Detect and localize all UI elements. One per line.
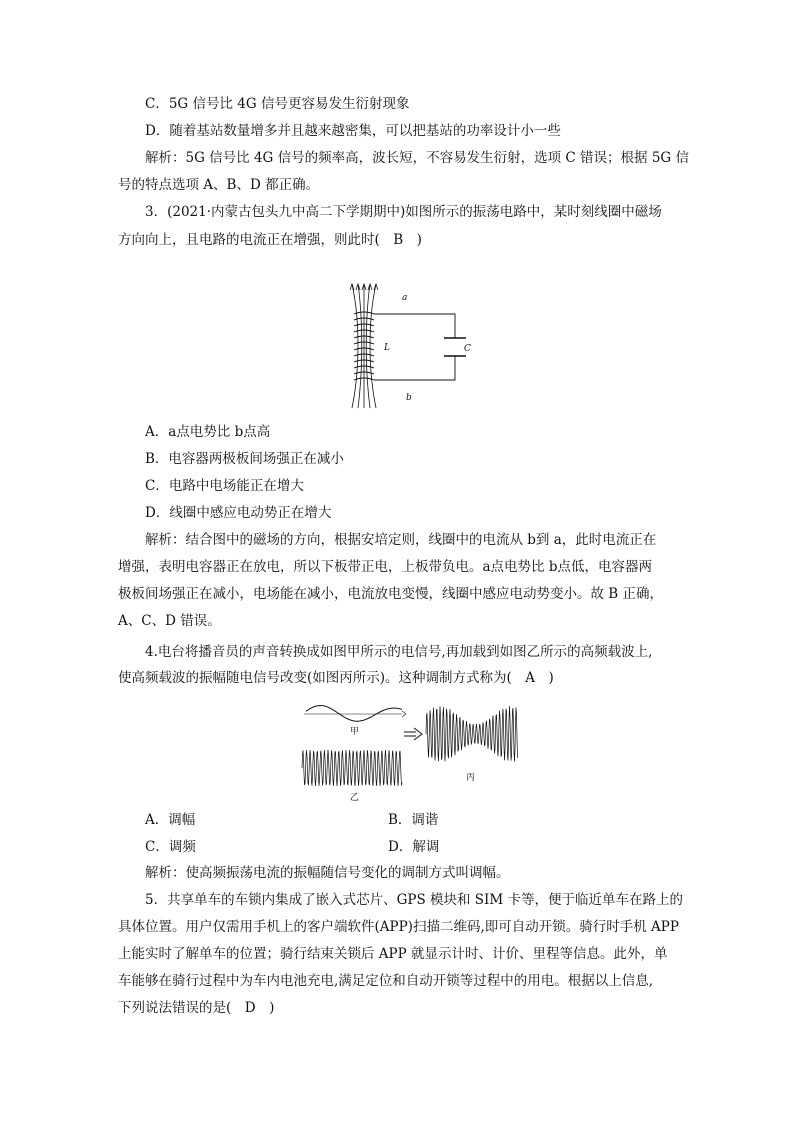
q4-option-a: A．调幅 bbox=[145, 812, 196, 828]
q3-stem-line-2: 方向向上，且电路的电流正在增强，则此时( B ) bbox=[118, 232, 422, 248]
q5-stem-line-1: 5．共享单车的车锁内集成了嵌入式芯片、GPS 模块和 SIM 卡等，便于临近单车在路上的 bbox=[145, 892, 683, 908]
q3-analysis-line-1: 解析：结合图中的磁场的方向，根据安培定则，线圈中的电流从 b到 a，此时电流正在 bbox=[145, 532, 657, 548]
q5-stem-line-4: 车能够在骑行过程中为车内电池充电,满足定位和自动开锁等过程中的用电。根据以上信息, bbox=[118, 973, 654, 989]
q3-option-b: B．电容器两极板间场强正在减小 bbox=[145, 451, 344, 467]
q5-stem-line-3: 上能实时了解单车的位置；骑行结束关锁后 APP 就显示计时、计价、里程等信息。此外，单 bbox=[118, 946, 668, 962]
label-b: b bbox=[406, 393, 412, 403]
q3-stem-line-1: 3．(2021·内蒙古包头九中高二下学期期中)如图所示的振荡电路中，某时刻线圈中磁场 bbox=[145, 204, 662, 220]
q3-analysis-line-4: A、C、D 错误。 bbox=[118, 613, 221, 629]
q3-option-d: D．线圈中感应电动势正在增大 bbox=[145, 505, 332, 521]
q2-analysis-line-1: 解析：5G 信号比 4G 信号的频率高，波长短，不容易发生衍射，选项 C 错误；根据 5G 信 bbox=[145, 150, 689, 166]
label-a: a bbox=[402, 293, 408, 303]
q3-option-a: A．a点电势比 b点高 bbox=[145, 424, 271, 440]
modulation-figure bbox=[298, 694, 524, 804]
label-bing: 丙 bbox=[466, 773, 476, 783]
label-jia: 甲 bbox=[350, 727, 360, 737]
q4-stem-line-1: 4.电台将播音员的声音转换成如图甲所示的电信号,再加载到如图乙所示的高频载波上, bbox=[145, 644, 653, 660]
label-yi: 乙 bbox=[350, 793, 360, 803]
q4-option-b: B．调谐 bbox=[388, 812, 439, 828]
label-inductor: L bbox=[384, 343, 390, 353]
q4-analysis: 解析：使高频振荡电流的振幅随信号变化的调制方式叫调幅。 bbox=[145, 865, 510, 881]
q2-option-d: D．随着基站数量增多并且越来越密集，可以把基站的功率设计小一些 bbox=[145, 123, 561, 139]
q3-analysis-line-3: 极板间场强正在减小，电场能在减小，电流放电变慢，线圈中感应电动势变小。故 B 正确， bbox=[118, 586, 664, 602]
q5-stem-line-2: 具体位置。用户仅需用手机上的客户端软件(APP)扫描二维码,即可自动开锁。骑行时手机 APP bbox=[118, 919, 679, 935]
lc-circuit-figure bbox=[340, 280, 475, 412]
q5-stem-line-5: 下列说法错误的是( D ) bbox=[118, 1000, 275, 1016]
q3-option-c: C．电路中电场能正在增大 bbox=[145, 478, 304, 494]
label-capacitor: C bbox=[464, 344, 471, 354]
q3-analysis-line-2: 增强，表明电容器正在放电，所以下板带正电，上板带负电。a点电势比 b点低，电容器两 bbox=[118, 559, 652, 575]
q4-option-d: D．解调 bbox=[388, 839, 440, 855]
q2-analysis-line-2: 号的特点选项 A、B、D 都正确。 bbox=[118, 177, 320, 193]
q4-option-c: C．调频 bbox=[145, 839, 196, 855]
q2-option-c: C．5G 信号比 4G 信号更容易发生衍射现象 bbox=[145, 96, 410, 112]
q4-stem-line-2: 使高频载波的振幅随电信号改变(如图丙所示)。这种调制方式称为( A ) bbox=[118, 670, 554, 686]
